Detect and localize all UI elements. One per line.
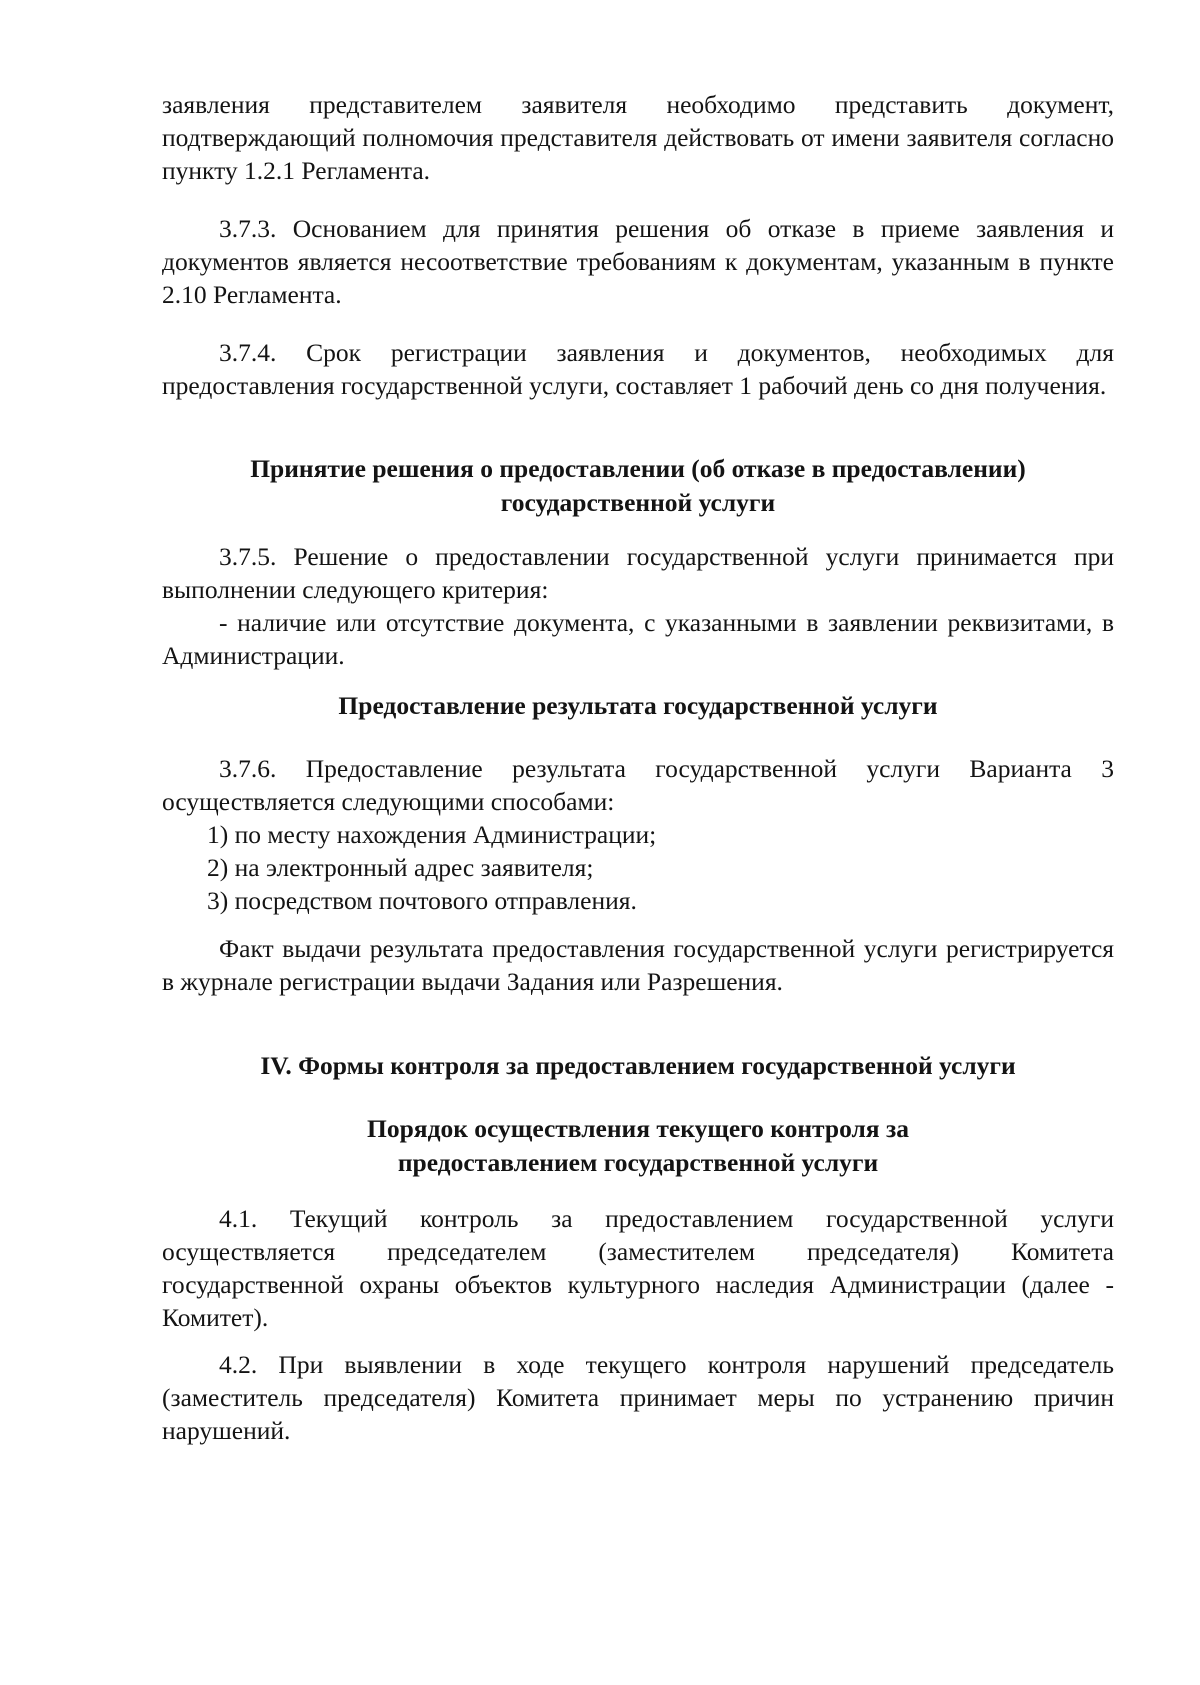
heading-decision: Принятие решения о предоставлении (об отказе в предоставлении) государственной услуги [250, 454, 1026, 517]
paragraph-intro: заявления представителем заявителя необходимо представить документ, подтверждающий полномочия представителя действовать от имени заявителя согласно пункту 1.2.1 Регламента. [162, 90, 1114, 185]
paragraph-3-7-5-item: - наличие или отсутствие документа, с указанными в заявлении реквизитами, в Администрации. [162, 608, 1114, 670]
heading-control: Порядок осуществления текущего контроля за предоставлением государственной услуги [367, 1114, 909, 1177]
heading-result: Предоставление результата государственной услуги [338, 691, 938, 720]
paragraph-4-2: 4.2. При выявлении в ходе текущего контроля нарушений председатель (заместитель председателя) Комитета принимает меры по устранению причин нарушений. [162, 1350, 1114, 1445]
list-item: 1) по месту нахождения Администрации; [207, 820, 657, 849]
list-item: 3) посредством почтового отправления. [207, 886, 637, 915]
list-item: 2) на электронный адрес заявителя; [207, 853, 594, 882]
paragraph-3-7-6: 3.7.6. Предоставление результата государственной услуги Варианта 3 осуществляется следующими способами: [162, 754, 1114, 816]
paragraph-3-7-3: 3.7.3. Основанием для принятия решения об отказе в приеме заявления и документов является несоответствие требованиям к документам, указанным в пункте 2.10 Регламента. [162, 214, 1114, 309]
paragraph-4-1: 4.1. Текущий контроль за предоставлением государственной услуги осуществляется председателем (заместителем председателя) Комитета государственной охраны объектов культурного наследия Администрации (далее - Комитет). [162, 1204, 1114, 1332]
paragraph-fact: Факт выдачи результата предоставления государственной услуги регистрируется в журнале регистрации выдачи Задания или Разрешения. [162, 934, 1114, 996]
heading-section-iv: IV. Формы контроля за предоставлением государственной услуги [260, 1051, 1016, 1080]
paragraph-3-7-5: 3.7.5. Решение о предоставлении государственной услуги принимается при выполнении следующего критерия: [162, 542, 1114, 604]
paragraph-3-7-4: 3.7.4. Срок регистрации заявления и документов, необходимых для предоставления государственной услуги, составляет 1 рабочий день со дня получения. [162, 338, 1114, 400]
